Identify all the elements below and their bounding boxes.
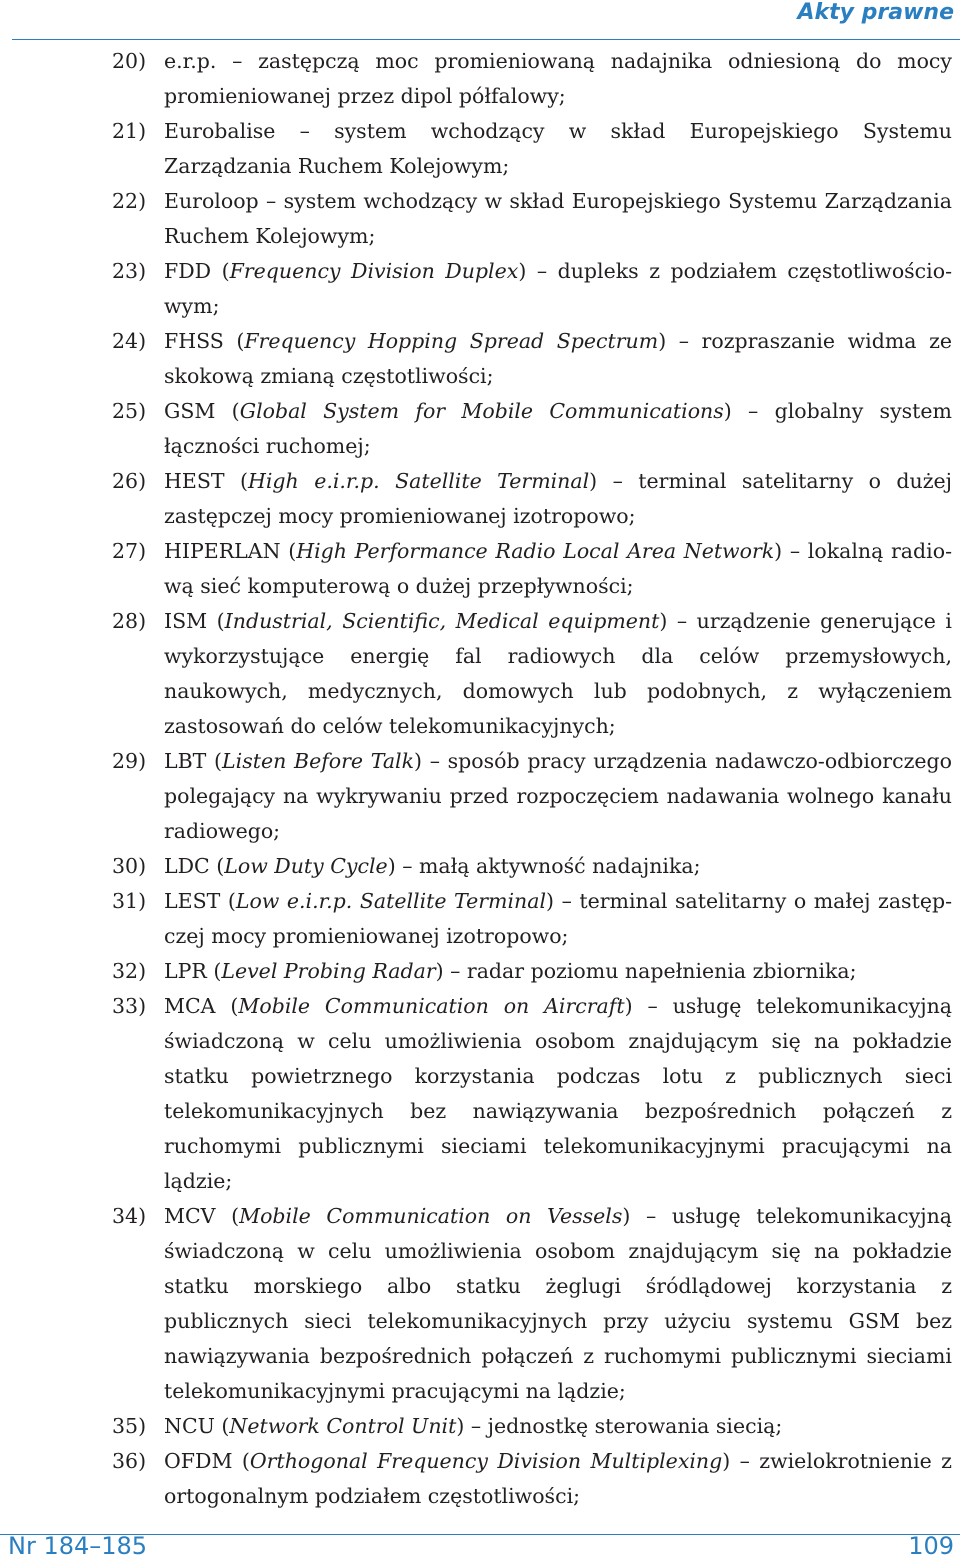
- definition-text-part: ) – usługę telekomunikacyjną świadczoną w celu umożliwienia osobom znajdującym się na pokładzie statku morskiego albo statku żeglugi śródlądowej korzystania z publicznych sieci telekomunikacyjnych przy użyciu systemu GSM bez nawiązywania bezpośrednich połączeń z ruchomymi publicznymi sieciami telekomunikacyjnymi pracującymi na lądzie;: [164, 1204, 953, 1403]
- definition-item: [112, 534, 952, 604]
- definition-number: 30): [112, 854, 147, 878]
- definition-term-english: Low Duty Cycle: [224, 854, 388, 878]
- definition-text: [164, 464, 952, 534]
- header-rule: [12, 39, 960, 40]
- definition-text-part: OFDM (: [164, 1449, 250, 1473]
- definition-text-part: ) – jednostkę sterowania siecią;: [456, 1414, 783, 1438]
- definition-number: 26): [112, 469, 147, 493]
- definition-item: [112, 884, 952, 954]
- definition-text: [164, 989, 952, 1199]
- page-number: 109: [908, 1532, 954, 1560]
- issue-number: Nr 184–185: [8, 1532, 148, 1560]
- definition-item: [112, 849, 952, 884]
- definition-term-english: Frequency Division Duplex: [229, 259, 519, 283]
- definition-text-part: ) – rozpraszanie widma ze skokową zmianą częstotliwości;: [164, 329, 952, 388]
- definition-item: [112, 954, 952, 989]
- definition-text-part: ) – małą aktywność nadajnika;: [387, 854, 701, 878]
- definition-text: [164, 324, 952, 394]
- definition-text: [164, 744, 952, 849]
- definition-text-part: ) – terminal satelitarny o małej zastępczej mocy promieniowanej izotropowo;: [164, 889, 953, 948]
- section-title: Akty prawne: [797, 0, 954, 25]
- definition-text: [164, 44, 952, 114]
- definition-text: [164, 1199, 952, 1409]
- definition-text-part: ) – lokalną radiową sieć komputerową o dużej przepływności;: [164, 539, 952, 598]
- definition-number: 35): [112, 1414, 147, 1438]
- definition-number: 24): [112, 329, 147, 353]
- definition-number: 27): [112, 539, 147, 563]
- definition-item: [112, 744, 952, 849]
- definition-text-part: MCV (: [164, 1204, 240, 1228]
- definition-text-part: MCA (: [164, 994, 239, 1018]
- definition-term-english: Low e.i.r.p. Satellite Terminal: [235, 889, 547, 913]
- definition-item: [112, 114, 952, 184]
- definition-number: 20): [112, 49, 147, 73]
- definition-term-english: Network Control Unit: [229, 1414, 457, 1438]
- definition-text-part: LPR (: [164, 959, 222, 983]
- definition-text: [164, 849, 952, 884]
- definition-term-english: Mobile Communication on Aircraft: [238, 994, 625, 1018]
- definition-text-part: ) – terminal satelitarny o dużej zastępczej mocy promieniowanej izotropowo;: [164, 469, 952, 528]
- definition-text-part: e.r.p. – zastępczą moc promieniowaną nadajnika odniesioną do mocy promieniowanej przez dipol półfalowy;: [164, 49, 952, 108]
- definition-term-english: Global System for Mobile Communications: [239, 399, 724, 423]
- definition-text-part: ) – radar poziomu napełnienia zbiornika;: [435, 959, 857, 983]
- definition-term-english: Frequency Hopping Spread Spectrum: [244, 329, 659, 353]
- definition-text-part: HEST (: [164, 469, 248, 493]
- definition-term-english: Listen Before Talk: [222, 749, 415, 773]
- definition-text-part: ) – dupleks z podziałem częstotliwościowym;: [164, 259, 952, 318]
- definition-text-part: NCU (: [164, 1414, 230, 1438]
- definition-text: [164, 394, 952, 464]
- definition-number: 25): [112, 399, 147, 423]
- definition-term-english: Orthogonal Frequency Division Multiplexing: [249, 1449, 723, 1473]
- definition-text-part: HIPERLAN (: [164, 539, 297, 563]
- definition-term-english: Mobile Communication on Vessels: [239, 1204, 623, 1228]
- definition-number: 36): [112, 1449, 147, 1473]
- definition-text: [164, 604, 952, 744]
- definition-text: [164, 1409, 952, 1444]
- definition-item: [112, 324, 952, 394]
- definition-number: 22): [112, 189, 147, 213]
- definition-text-part: ) – usługę telekomunikacyjną świadczoną w celu umożliwienia osobom znajdującym się na pokładzie statku powietrznego korzystania podczas lotu z publicznych sieci telekomunikacyjnych bez nawiązywania bezpośrednich połączeń z ruchomymi publicznymi sieciami telekomunikacyjnymi pracującymi na lądzie;: [164, 994, 952, 1193]
- definition-text-part: LDC (: [164, 854, 225, 878]
- definition-number: 33): [112, 994, 147, 1018]
- definition-text-part: ) – urządzenie generujące i wykorzystujące energię fal radiowych dla celów przemysłowych, naukowych, medycznych, domowych lub podobnych, z wyłączeniem zastosowań do celów telekomunikacyjnych;: [164, 609, 952, 738]
- definition-term-english: High Performance Radio Local Area Network: [296, 539, 775, 563]
- definition-text-part: ) – sposób pracy urządzenia nadawczo-odbiorczego polegający na wykrywaniu przed rozpoczęciem nadawania wolnego kanału radiowego;: [164, 749, 952, 843]
- definition-text: [164, 534, 952, 604]
- definition-item: [112, 394, 952, 464]
- definition-item: [112, 44, 952, 114]
- definition-term-english: Level Probing Radar: [221, 959, 436, 983]
- definition-item: [112, 604, 952, 744]
- definition-item: [112, 989, 952, 1199]
- definition-text: [164, 954, 952, 989]
- definition-item: [112, 1199, 952, 1409]
- definition-term-english: Industrial, Scientific, Medical equipment: [224, 609, 660, 633]
- definition-item: [112, 1409, 952, 1444]
- definition-text-part: ISM (: [164, 609, 225, 633]
- definition-text: [164, 114, 952, 184]
- definition-text-part: GSM (: [164, 399, 240, 423]
- definitions-list: [112, 44, 952, 1514]
- definition-term-english: High e.i.r.p. Satellite Terminal: [248, 469, 590, 493]
- definition-item: [112, 254, 952, 324]
- definition-number: 34): [112, 1204, 147, 1228]
- definition-text-part: ) – zwielokrotnienie z ortogonalnym podziałem częstotliwości;: [164, 1449, 952, 1508]
- definition-text: [164, 884, 952, 954]
- definition-text: [164, 184, 952, 254]
- definition-number: 23): [112, 259, 147, 283]
- definition-number: 29): [112, 749, 147, 773]
- definition-text-part: ) – globalny system łączności ruchomej;: [164, 399, 952, 458]
- definition-number: 31): [112, 889, 147, 913]
- definition-text-part: LBT (: [164, 749, 223, 773]
- definition-text: [164, 254, 952, 324]
- definition-text: [164, 1444, 952, 1514]
- definition-text-part: Eurobalise – system wchodzący w skład Europejskiego Systemu Zarządzania Ruchem Kolejowym;: [164, 119, 952, 178]
- definition-text-part: FDD (: [164, 259, 230, 283]
- definition-text-part: LEST (: [164, 889, 236, 913]
- definition-text-part: Euroloop – system wchodzący w skład Europejskiego Systemu Zarządzania Ruchem Kolejowym;: [164, 189, 952, 248]
- definition-item: [112, 1444, 952, 1514]
- definition-item: [112, 464, 952, 534]
- definition-text-part: FHSS (: [164, 329, 245, 353]
- definition-number: 32): [112, 959, 147, 983]
- definition-item: [112, 184, 952, 254]
- definition-number: 21): [112, 119, 147, 143]
- definition-number: 28): [112, 609, 147, 633]
